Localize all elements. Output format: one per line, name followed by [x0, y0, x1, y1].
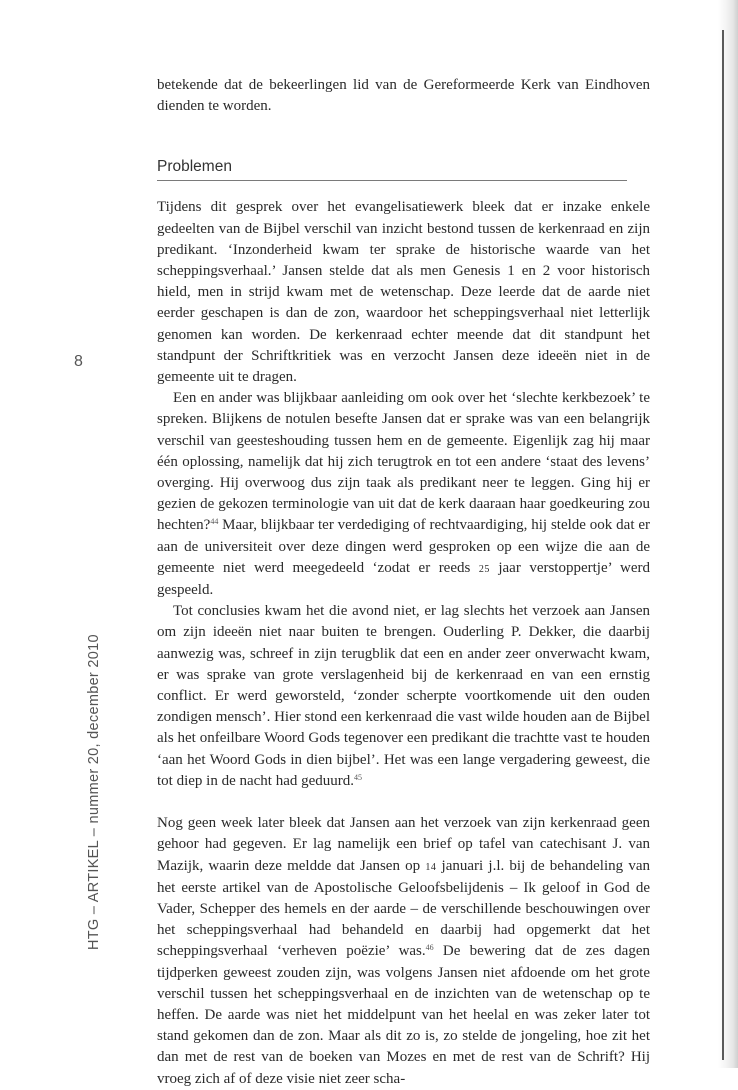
article-body	[157, 75, 650, 1090]
section-heading: Problemen	[157, 158, 627, 181]
paragraph-3	[157, 601, 650, 792]
page-gutter-line	[722, 30, 724, 1060]
paragraph-4	[157, 813, 650, 1090]
paragraph-4-text-b: januari j.l. bij de behandeling van het eerste artikel van de Apostolische Geloofsbelijdenis – Ik geloof in God de Vader, Schepper des hemels en der aarde – de verschillende beschouwingen over het scheppingsverhaal had behandeld en daarbij had opgemerkt dat het scheppingsverhaal ‘verheven poëzie’ was.	[157, 857, 650, 960]
paragraph-2-number: 25	[478, 563, 490, 575]
page-number: 8	[74, 353, 83, 370]
page-gutter-shadow	[718, 0, 738, 1068]
paragraph-2	[157, 388, 650, 601]
footnote-ref-46: 46	[425, 943, 434, 953]
paragraph-2-text-b: Maar, blijkbaar ter verdediging of rechtvaardiging, hij stelde ook dat er aan de universiteit over deze dingen werd gesproken op een wijze die aan de gemeente niet werd meegedeeld ‘zodat er reeds	[157, 517, 650, 576]
intro-paragraph: betekende dat de bekeerlingen lid van de Gereformeerde Kerk van Eindhoven dienden te worden.	[157, 77, 650, 115]
paragraph-4-text-c: De bewering dat de zes dagen tijdperken geweest zouden zijn, was volgens Jansen niet afdoende om het grote verschil tussen het scheppingsverhaal en de inzichten van de wetenschap op te heffen. De aarde was niet het middelpunt van het heelal en was zeker later tot stand gekomen dan de zon. Maar als dit zo is, zo stelde de jongeling, hoe zit het dan met de rest van de boeken van Mozes en met de rest van de Schrift? Hij vroeg zich af of deze visie niet zeer scha-	[157, 943, 650, 1087]
footnote-ref-45: 45	[354, 772, 363, 782]
paragraph-4-date-number: 14	[425, 861, 437, 873]
paragraph-4-text-a: Nog geen week later bleek dat Jansen aan het verzoek van zijn kerkenraad geen gehoor had gegeven. Er lag namelijk een brief op tafel van catechisant J. van Mazijk, waarin deze meldde dat Jansen op	[157, 815, 650, 874]
paragraph-2-text-c: jaar verstoppertje’ werd gespeeld.	[157, 559, 650, 599]
footnote-ref-44: 44	[210, 517, 219, 527]
running-head: HTG – ARTIKEL – nummer 20, december 2010	[86, 634, 102, 950]
paragraph-1: Tijdens dit gesprek over het evangelisatiewerk bleek dat er inzake enkele gedeelten van de Bijbel verschil van inzicht bestond tussen de kerkenraad en zijn predikant. ‘Inzonderheid kwam ter sprake de historische waarde van het scheppingsverhaal.’ Jansen stelde dat als men Genesis 1 en 2 voor historisch hield, men in strijd kwam met de wetenschap. Deze leerde dat de aarde niet eerder geschapen is dan de zon, waardoor het scheppingsverhaal niet letterlijk genomen kan worden. De kerkenraad echter meende dat dit standpunt het standpunt der Schriftkritiek was en verzocht Jansen deze ideeën niet in de gemeente uit te dragen.	[157, 199, 650, 386]
paragraph-2-text-a: Een en ander was blijkbaar aanleiding om ook over het ‘slechte kerkbezoek’ te spreken. Blijkens de notulen besefte Jansen dat er sprake was van een belangrijk verschil van geesteshouding tussen hem en de gemeente. Eigenlijk zag hij maar één oplossing, namelijk dat hij zich terugtrok en tot een andere ‘staat des levens’ overging. Hij overwoog dus zijn taak als predikant neer te leggen. Ging hij er gezien de gekozen terminologie van uit dat de kerk daaraan haar goedkeuring zou hechten?	[157, 390, 650, 534]
paragraph-3-text: Tot conclusies kwam het die avond niet, er lag slechts het verzoek aan Jansen om zijn ideeën niet naar buiten te brengen. Ouderling P. Dekker, die daarbij aanwezig was, schreef in zijn terugblik dat een en ander zeer onverwacht kwam, er was sprake van grote verslagenheid bij de kerkenraad en van een ernstig conflict. Er werd geworsteld, ‘zonder scherpte voortkomende uit den ouden zondigen mensch’. Hier stond een kerkenraad die vast wilde houden aan de Bijbel als het onfeilbare Woord Gods tegenover een predikant die trachtte vast te houden ‘aan het Woord Gods in dien bijbel’. Het was een lange vergadering geweest, die tot diep in de nacht had geduurd.	[157, 603, 650, 789]
